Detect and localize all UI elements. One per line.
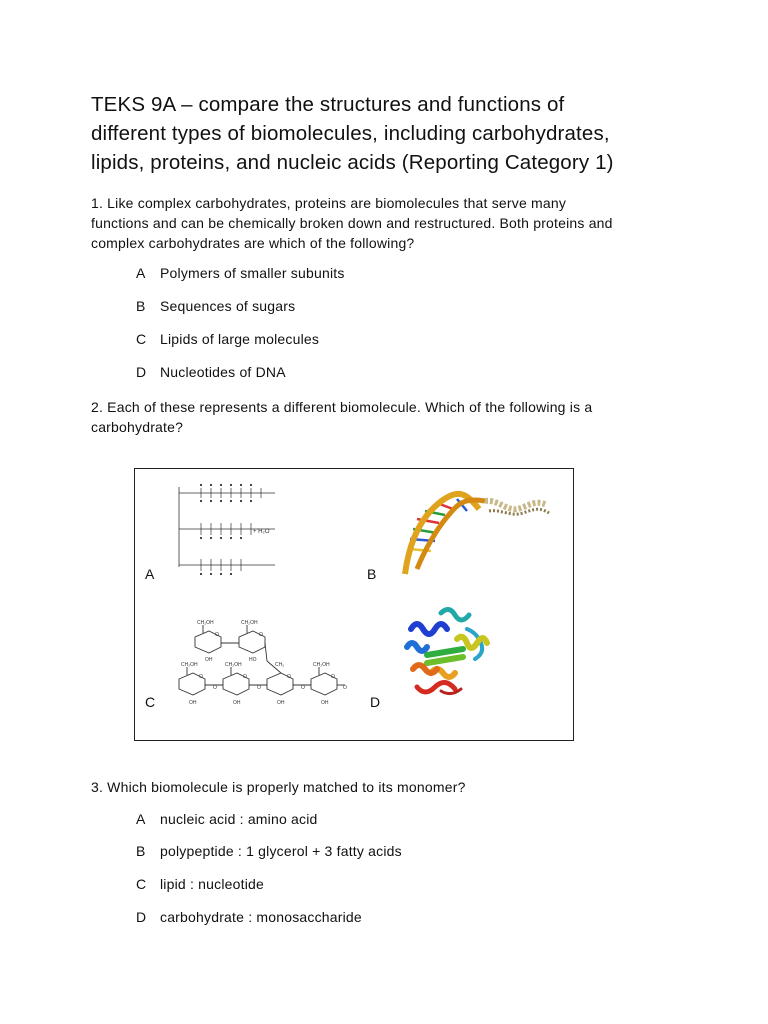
question-line: carbohydrate?: [91, 419, 184, 435]
q1-option-b[interactable]: [136, 298, 295, 314]
c-group-label: CH₂OH: [241, 620, 258, 626]
c-hydroxyl-label: OH: [277, 700, 285, 706]
c-group-label: CH₂OH: [313, 662, 330, 668]
question-1-stem: [91, 193, 613, 253]
q3-option-c[interactable]: [136, 876, 264, 892]
q1-option-d[interactable]: [136, 364, 286, 380]
question-line: complex carbohydrates are which of the following?: [91, 235, 415, 251]
option-text: lipid : nucleotide: [160, 876, 264, 892]
option-letter: B: [136, 298, 146, 314]
option-letter: A: [136, 265, 146, 281]
c-link-oxygen-label: O: [213, 685, 217, 691]
structure-c-carbohydrate-image: [175, 619, 355, 709]
q3-option-d[interactable]: [136, 909, 362, 925]
q1-option-c[interactable]: [136, 331, 319, 347]
option-letter: A: [136, 811, 146, 827]
c-link-oxygen-label: O: [257, 685, 261, 691]
c-group-label: CH₂OH: [225, 662, 242, 668]
question-line: 2. Each of these represents a different biomolecule. Which of the following is a: [91, 399, 593, 415]
figure-label-a: A: [145, 566, 155, 582]
option-text: Lipids of large molecules: [160, 331, 320, 347]
c-link-oxygen-label: O: [301, 685, 305, 691]
q1-option-a[interactable]: [136, 265, 345, 281]
option-text: Nucleotides of DNA: [160, 364, 286, 380]
c-hydroxyl-label: HO: [249, 657, 257, 663]
water-label: + H₂O: [253, 529, 270, 535]
c-group-label: CH₂: [275, 662, 285, 668]
title-line: lipids, proteins, and nucleic acids (Reporting Category 1): [91, 151, 614, 174]
c-hydroxyl-label: OH: [189, 700, 197, 706]
c-group-label: CH₂OH: [181, 662, 198, 668]
figure-label-d: D: [370, 694, 381, 710]
c-hydroxyl-label: OH: [233, 700, 241, 706]
c-hydroxyl-label: OH: [205, 657, 213, 663]
c-ring-oxygen-label: O: [243, 674, 247, 680]
structure-a-lipid-image: [165, 479, 285, 579]
c-hydroxyl-label: OH: [321, 700, 329, 706]
option-letter: C: [136, 876, 147, 892]
option-letter: B: [136, 843, 146, 859]
question-3-stem: [91, 777, 466, 797]
c-ring-oxygen-label: O: [259, 632, 263, 638]
c-ring-oxygen-label: O: [215, 632, 219, 638]
structure-d-protein-ribbon-image: [397, 599, 507, 709]
option-text: carbohydrate : monosaccharide: [160, 909, 362, 925]
page-title: [91, 90, 731, 177]
q3-option-a[interactable]: [136, 811, 318, 827]
c-ring-oxygen-label: O: [287, 674, 291, 680]
question-line: 3. Which biomolecule is properly matched to its monomer?: [91, 779, 466, 795]
c-ring-oxygen-label: O: [199, 674, 203, 680]
question-2-stem: [91, 397, 592, 437]
structure-b-dna-helix-image: [397, 489, 557, 579]
c-link-oxygen-label: O: [343, 685, 347, 691]
option-text: nucleic acid : amino acid: [160, 811, 318, 827]
option-text: Polymers of smaller subunits: [160, 265, 345, 281]
c-ring-oxygen-label: O: [331, 674, 335, 680]
figure-label-b: B: [367, 566, 377, 582]
c-group-label: CH₂OH: [197, 620, 214, 626]
q3-option-b[interactable]: [136, 843, 402, 859]
option-text: polypeptide : 1 glycerol + 3 fatty acids: [160, 843, 402, 859]
option-text: Sequences of sugars: [160, 298, 296, 314]
title-line: TEKS 9A – compare the structures and functions of: [91, 93, 565, 116]
question-line: 1. Like complex carbohydrates, proteins are biomolecules that serve many: [91, 195, 567, 211]
option-letter: C: [136, 331, 147, 347]
title-line: different types of biomolecules, including carbohydrates,: [91, 122, 610, 145]
figure-label-c: C: [145, 694, 156, 710]
biomolecule-figure: [134, 468, 574, 741]
question-line: functions and can be chemically broken down and restructured. Both proteins and: [91, 215, 613, 231]
option-letter: D: [136, 364, 147, 380]
option-letter: D: [136, 909, 147, 925]
